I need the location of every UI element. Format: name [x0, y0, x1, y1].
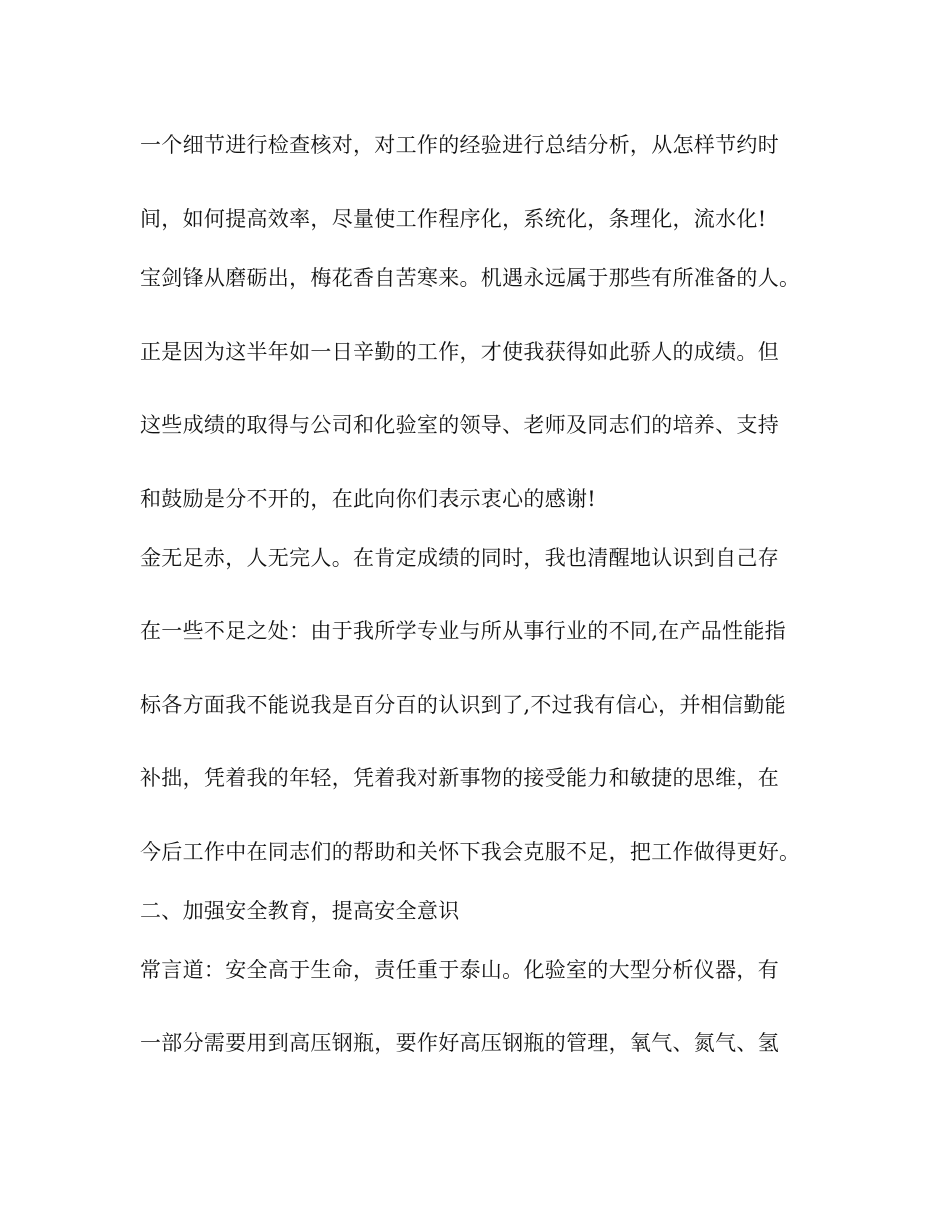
- text-line-2: 间，如何提高效率，尽量使工作程序化，系统化，条理化，流水化!: [140, 207, 767, 231]
- text-line-3: 宝剑锋从磨砺出，梅花香自苦寒来。机遇永远属于那些有所准备的人。: [140, 266, 801, 290]
- text-line-11: 今后工作中在同志们的帮助和关怀下我会克服不足，把工作做得更好。: [140, 840, 801, 864]
- text-line-1: 一个细节进行检查核对，对工作的经验进行总结分析，从怎样节约时: [140, 133, 779, 157]
- section-heading: 二、加强安全教育，提高安全意识: [140, 899, 460, 923]
- text-line-5: 这些成绩的取得与公司和化验室的领导、老师及同志们的培养、支持: [140, 413, 779, 437]
- text-line-7: 金无足赤，人无完人。在肯定成绩的同时，我也清醒地认识到自己存: [140, 546, 779, 570]
- text-line-6: 和鼓励是分不开的，在此向你们表示衷心的感谢!: [140, 487, 597, 511]
- text-line-8: 在一些不足之处：由于我所学专业与所从事行业的不同,在产品性能指: [140, 619, 786, 643]
- text-line-4: 正是因为这半年如一日辛勤的工作，才使我获得如此骄人的成绩。但: [140, 340, 779, 364]
- text-line-10: 补拙，凭着我的年轻，凭着我对新事物的接受能力和敏捷的思维，在: [140, 766, 779, 790]
- text-line-14: 一部分需要用到高压钢瓶，要作好高压钢瓶的管理，氧气、氮气、氢: [140, 1031, 779, 1055]
- text-line-13: 常言道：安全高于生命，责任重于泰山。化验室的大型分析仪器，有: [140, 958, 779, 982]
- text-line-9: 标各方面我不能说我是百分百的认识到了,不过我有信心，并相信勤能: [140, 693, 786, 717]
